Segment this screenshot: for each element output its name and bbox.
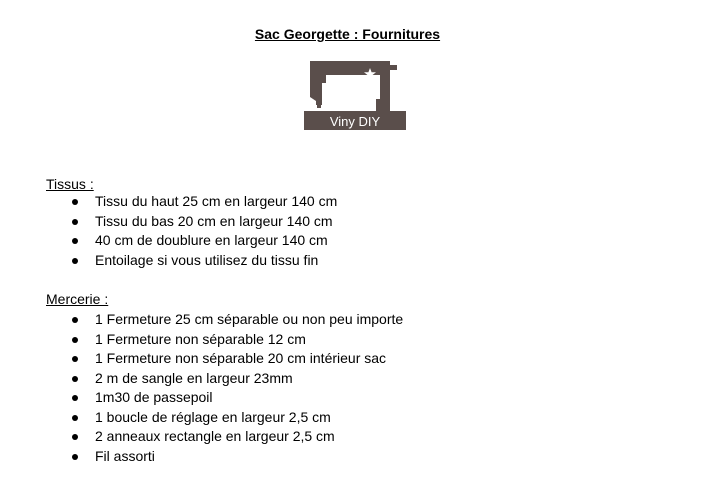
list-item: 2 m de sangle en largeur 23mm — [70, 369, 403, 389]
bullet-icon — [72, 376, 78, 382]
logo-text: Viny DIY — [329, 114, 381, 129]
list-item: 1 Fermeture 25 cm séparable ou non peu importe — [70, 310, 403, 330]
sewing-machine-icon — [304, 53, 406, 145]
bullet-icon — [72, 454, 78, 460]
page-title: Sac Georgette : Fournitures — [254, 26, 441, 42]
mercerie-list — [70, 310, 403, 466]
viny-diy-logo — [304, 53, 406, 145]
list-item: Tissu du bas 20 cm en largeur 140 cm — [70, 212, 337, 232]
bullet-icon — [72, 415, 78, 421]
list-item: 1m30 de passepoil — [70, 388, 403, 408]
list-item: Fil assorti — [70, 447, 403, 467]
bullet-icon — [72, 258, 78, 264]
tissus-list — [70, 192, 337, 270]
bullet-icon — [72, 317, 78, 323]
bullet-icon — [72, 337, 78, 343]
list-item: Tissu du haut 25 cm en largeur 140 cm — [70, 192, 337, 212]
bullet-icon — [72, 395, 78, 401]
list-item: Entoilage si vous utilisez du tissu fin — [70, 251, 337, 271]
bullet-icon — [72, 434, 78, 440]
list-item: 1 Fermeture non séparable 12 cm — [70, 330, 403, 350]
section-heading-mercerie: Mercerie : — [46, 291, 109, 307]
list-item: 2 anneaux rectangle en largeur 2,5 cm — [70, 427, 403, 447]
bullet-icon — [72, 199, 78, 205]
list-item: 1 boucle de réglage en largeur 2,5 cm — [70, 408, 403, 428]
bullet-icon — [72, 219, 78, 225]
section-heading-tissus: Tissus : — [46, 176, 94, 192]
list-item: 1 Fermeture non séparable 20 cm intérieur sac — [70, 349, 403, 369]
list-item: 40 cm de doublure en largeur 140 cm — [70, 231, 337, 251]
bullet-icon — [72, 238, 78, 244]
bullet-icon — [72, 356, 78, 362]
